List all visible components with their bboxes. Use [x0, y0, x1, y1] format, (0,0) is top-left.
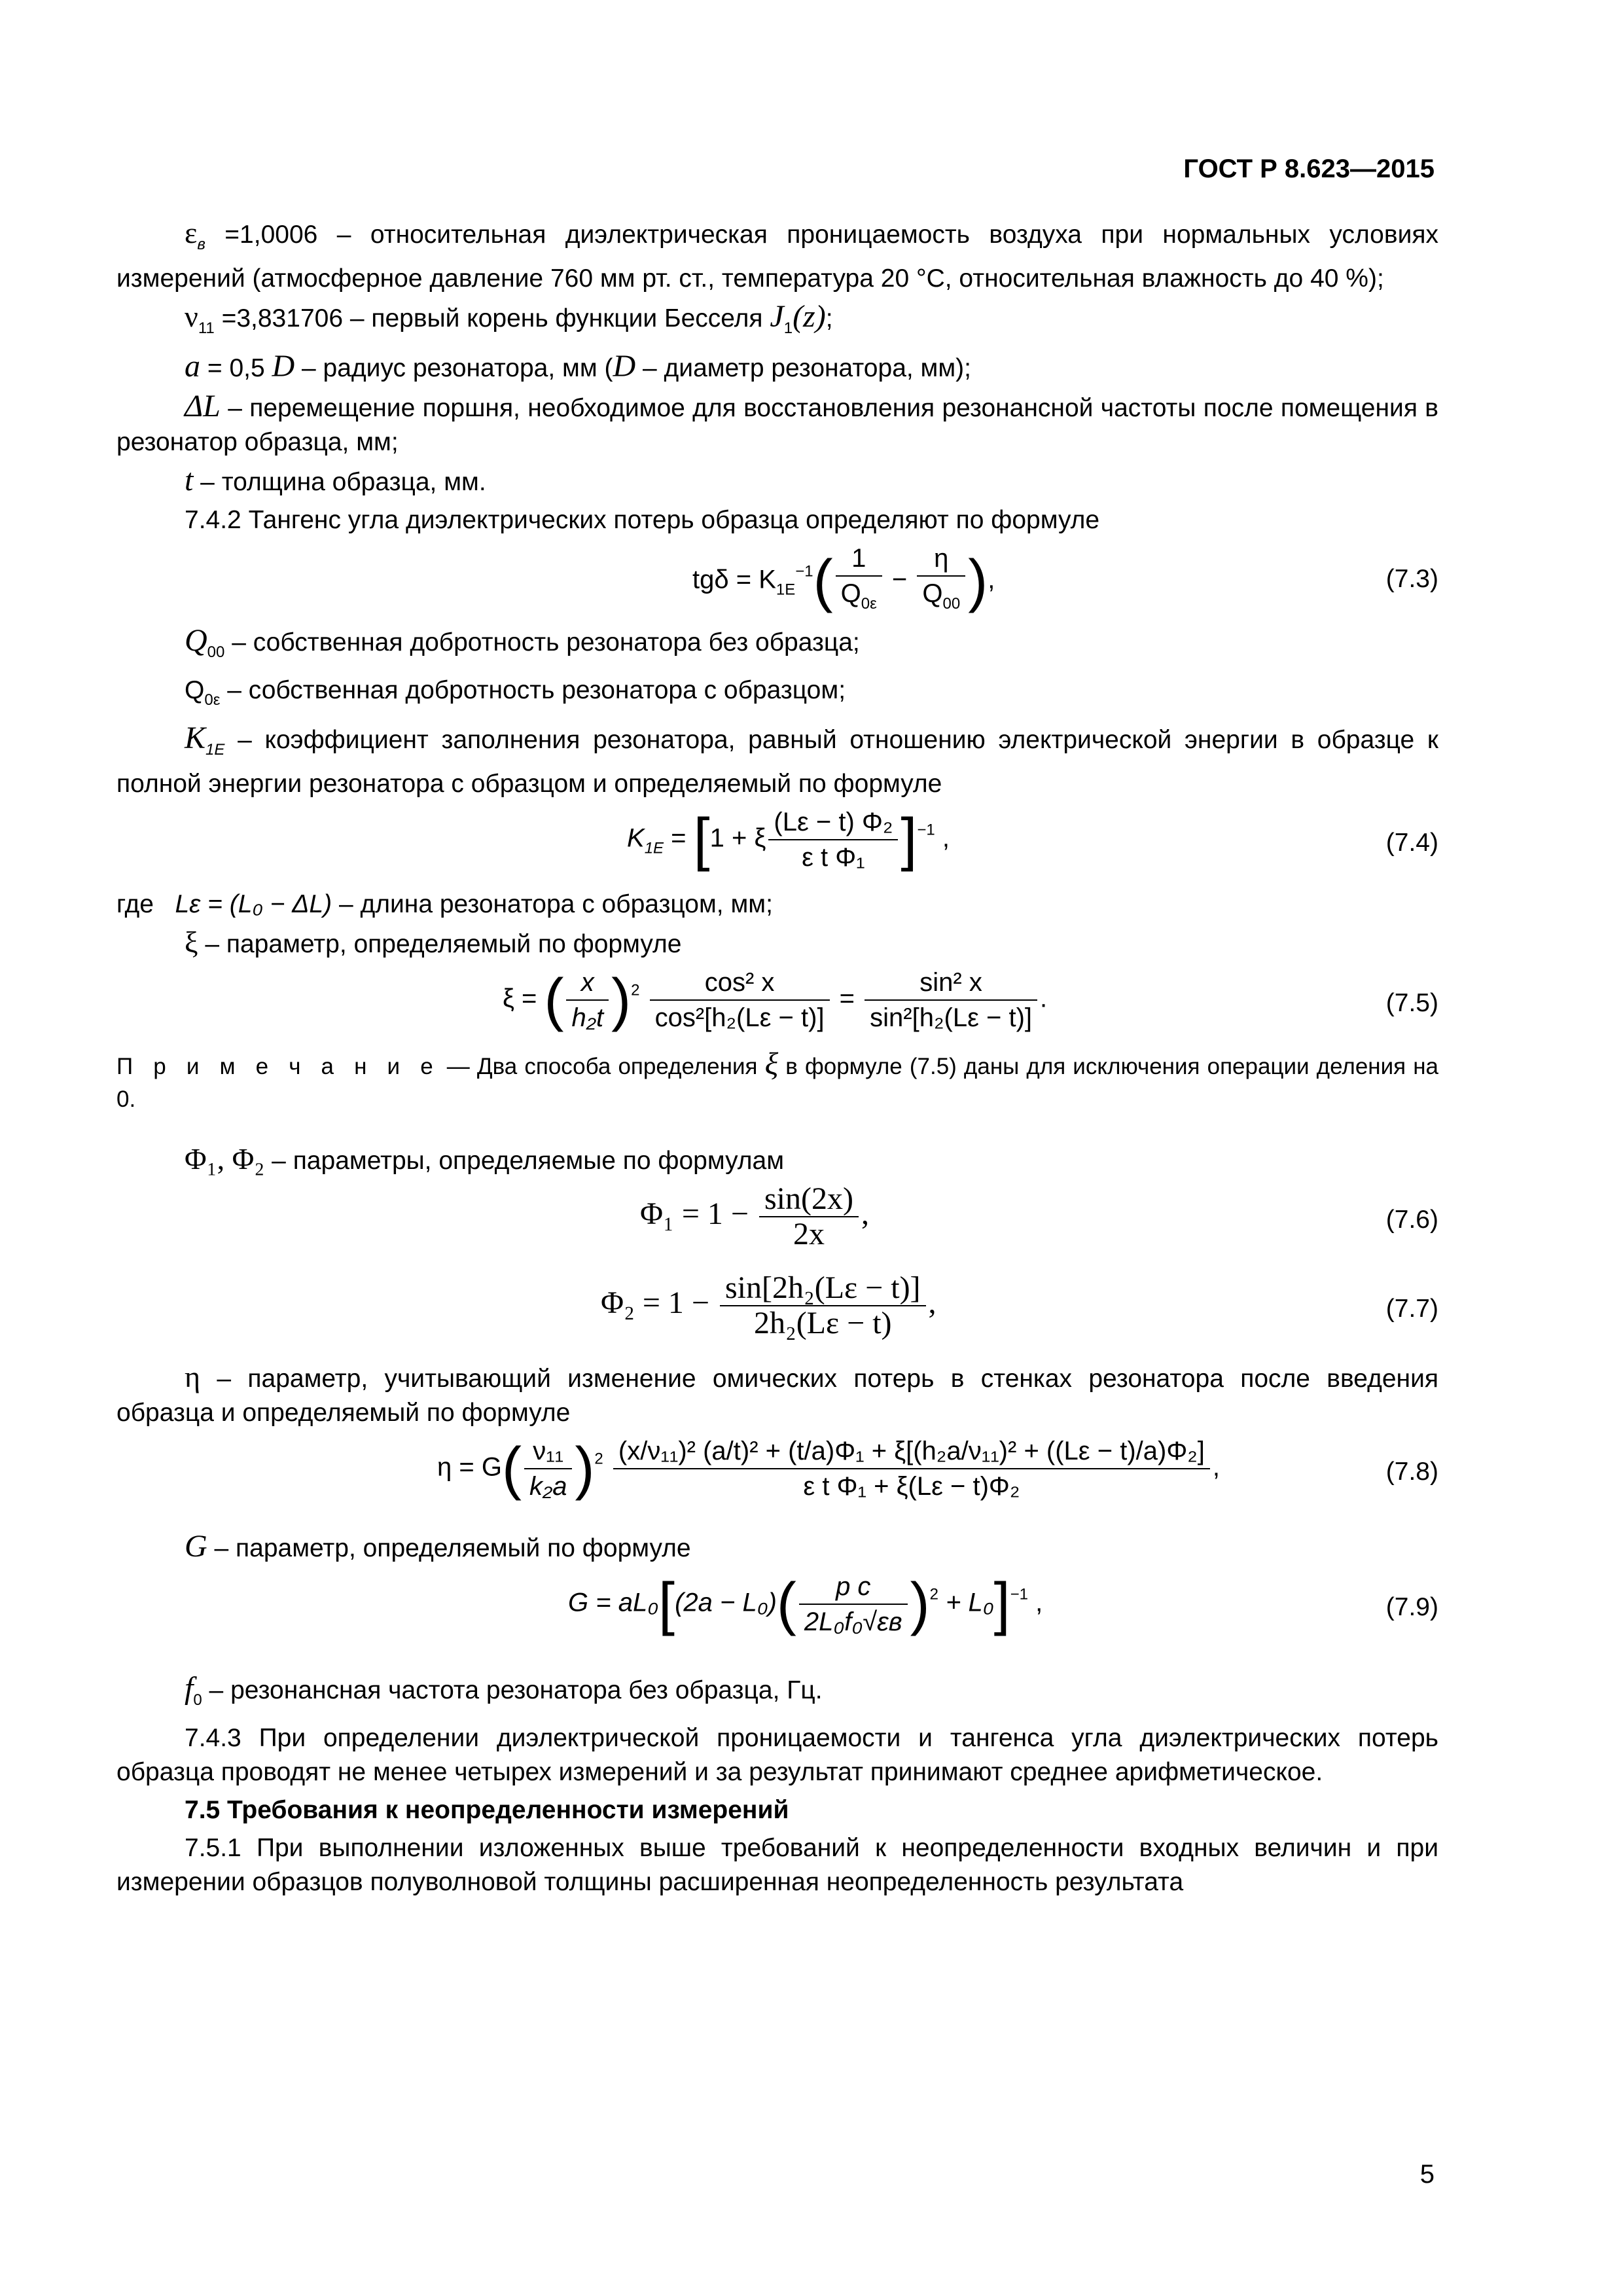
equation-number: (7.9) — [1385, 1593, 1438, 1621]
formula-7-7: Φ₂ = 1 − $\frac{\text{sin[2h₂(Lε − t)]}}{\text{2h₂(Lε − t)}}$ , — [601, 1270, 936, 1340]
def-nu11: $\nu_{11} =3,831706$ – первый корень функции Бесселя $J_1(z)$; — [185, 299, 833, 337]
formula-7-9: G = aL₀[(2a − L₀)( $\frac{\text{p c}}{\text{2L₀f₀√εв}}$ )$^2$ + L₀]$^{-1}$ , — [568, 1570, 1043, 1639]
equation-number: (7.4) — [1385, 829, 1438, 857]
page-body — [116, 216, 1438, 1903]
equation-number: (7.6) — [1385, 1206, 1438, 1234]
page-number: 5 — [1419, 2160, 1435, 2189]
formula-7-8: η = G( $\frac{\text{ν₁₁}}{\text{k₂a}}$ )$^2$ $\frac{\text{(x/ν₁₁)² (a/t)² + (t/a)Φ₁ + ξ[(h₂a/ν₁₁)² + ((Lε − t)/a)Φ₂]}}{\text{ε t Φ₁ + ξ(Lε − t)Φ₂}}$ , — [437, 1434, 1220, 1503]
def-l-eps: где Lε = (L₀ − ΔL) – длина резонатора с образцом, мм; — [116, 890, 773, 918]
equation-number: (7.8) — [1385, 1458, 1438, 1486]
para-7-4-3: 7.4.3 При определении диэлектрической проницаемости и тангенса угла диэлектрических потерь образца проводят не менее четырех измерений и за результат принимают среднее арифметическое. — [116, 1724, 1438, 1786]
formula-7-6: Φ₁ = 1 − $\frac{\sin(2x)}{2x}$ , — [640, 1181, 869, 1251]
def-thickness: t – толщина образца, мм. — [185, 463, 486, 497]
def-eta: η – параметр, учитывающий изменение омических потерь в стенках резонатора после введения образца и определяемый по формуле — [116, 1360, 1438, 1427]
equation-7-3 — [116, 541, 1438, 620]
note: П р и м е ч а н и е — Два способа определения ξ в формуле (7.5) даны для исключения операции деления на 0. — [116, 1047, 1439, 1112]
formula-7-4: $K_{1E} = [1 + \xi$ $\frac{\text{(Lε − t) Φ₂}}{\text{ε t Φ₁}}$ ]$^{-1}$ , — [627, 805, 950, 874]
para-7-5-1: 7.5.1 При выполнении изложенных выше требований к неопределенности входных величин и при измерении образцов полуволновой толщины расширенная неопределенность результата — [116, 1834, 1438, 1896]
def-k1e: $K_{1E}$ – коэффициент заполнения резонатора, равный отношению электрической энергии в образце к полной энергии резонатора с образцом и определяемый по формуле — [116, 721, 1438, 798]
def-q0e: $Q_{0\varepsilon}$ – собственная добротность резонатора с образцом; — [185, 676, 846, 709]
equation-7-4 — [116, 805, 1438, 884]
def-xi: ξ – параметр, определяемый по формуле — [185, 925, 682, 959]
formula-7-5: ξ = ( $\frac{x}{\text{h₂t}}$ )$^2$ $\frac{\text{cos² x}}{\text{cos²[h₂(Lε − t)]}}$ = $\frac{\text{sin² x}}{\text{sin²[h₂(Lε − t)]}}$ . — [503, 965, 1047, 1035]
def-eps-air: $\varepsilon_в =1,0006$ – относительная диэлектрическая проницаемость воздуха при нормальных условиях измерений (атмосферное давление 760 мм рт. ст., температура 20 °С, относительная влажность до 40 %); — [116, 216, 1438, 293]
equation-number: (7.5) — [1385, 989, 1438, 1017]
def-f0: $f_0$ – резонансная частота резонатора без образца, Гц. — [185, 1671, 823, 1709]
equation-number: (7.7) — [1385, 1295, 1438, 1323]
section-7-5-heading: 7.5 Требования к неопределенности измерений — [185, 1796, 789, 1824]
equation-number: (7.3) — [1385, 565, 1438, 593]
equation-7-9 — [116, 1570, 1438, 1668]
formula-7-3: $tg\delta = K_{1E}^{-1}$( $\frac{1}{Q_{0\varepsilon}}$ − $\frac{\eta}{Q_{00}}$ ), — [692, 541, 995, 621]
equation-7-7 — [116, 1271, 1438, 1356]
def-phi: Φ₁, Φ₂ – параметры, определяемые по формулам — [185, 1142, 785, 1175]
def-delta-l: ΔL – перемещение поршня, необходимое для восстановления резонансной частоты после помещения в резонатор образца, мм; — [116, 389, 1438, 456]
equation-7-6 — [116, 1182, 1438, 1267]
def-radius: a = 0,5 D – радиус резонатора, мм (D – диаметр резонатора, мм); — [185, 349, 971, 384]
equation-7-8 — [116, 1434, 1438, 1526]
def-q00: $Q_{00}$ – собственная добротность резонатора без образца; — [185, 623, 860, 661]
para-7-4-2: 7.4.2 Тангенс угла диэлектрических потерь образца определяют по формуле — [185, 506, 1100, 534]
equation-7-5 — [116, 965, 1438, 1044]
standard-code: ГОСТ Р 8.623—2015 — [1183, 154, 1435, 183]
def-g: G – параметр, определяемый по формуле — [185, 1529, 691, 1564]
